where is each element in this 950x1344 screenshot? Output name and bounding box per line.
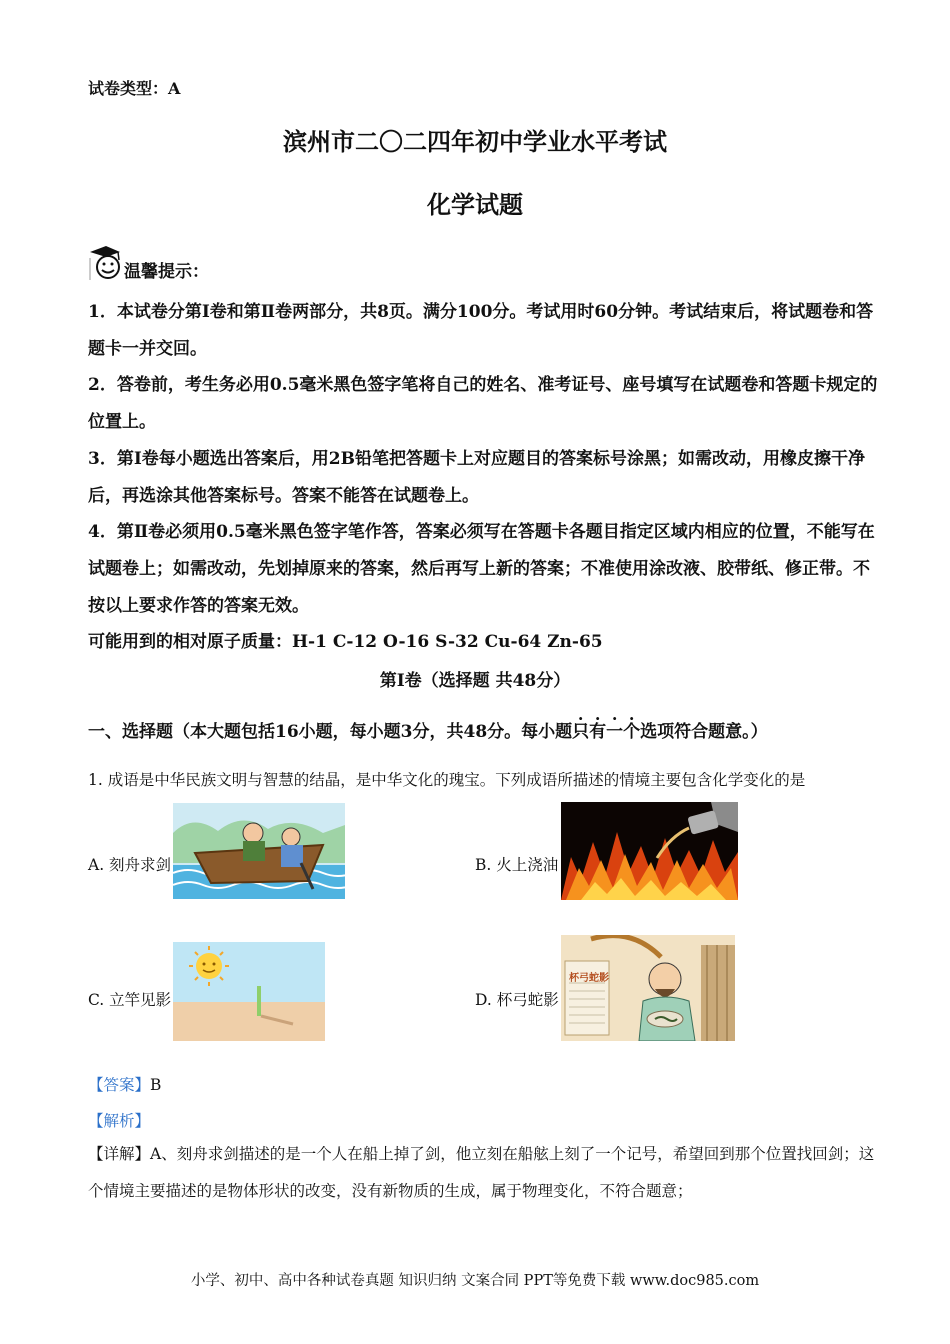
emphasis-char: 只 bbox=[572, 722, 590, 742]
exam-title: 滨州市二〇二四年初中学业水平考试 bbox=[283, 127, 667, 156]
emphasis-char: 有 bbox=[589, 722, 607, 742]
smiley-graduate-icon bbox=[86, 244, 124, 282]
tip-item-2: 2．答卷前，考生务必用0.5毫米黑色签字笔将自己的姓名、准考证号、座号填写在试题卷和答题卡规定的位置上。 bbox=[88, 375, 878, 432]
exam-subtitle: 化学试题 bbox=[427, 190, 523, 219]
paper-type-label: 试卷类型：A bbox=[88, 79, 181, 98]
choice-section-heading bbox=[88, 717, 768, 742]
tip-item-1: 1．本试卷分第Ⅰ卷和第Ⅱ卷两部分，共8页。满分100分。考试用时60分钟。考试结束后，将试题卷和答题卡一并交回。 bbox=[88, 302, 874, 359]
cup-bow-snake-illustration bbox=[561, 935, 735, 1041]
answer-line bbox=[88, 1073, 161, 1095]
choice-heading-before: 一、选择题（本大题包括16小题，每小题3分，共48分。每小题 bbox=[88, 722, 573, 742]
illustration-caption: 杯弓蛇影 bbox=[569, 973, 609, 984]
option-b-label: B. 火上浇油 bbox=[475, 856, 559, 874]
tip-item-3: 3．第Ⅰ卷每小题选出答案后，用2B铅笔把答题卡上对应题目的答案标号涂黑；如需改动，用橡皮擦干净后，再选涂其他答案标号。答案不能答在试题卷上。 bbox=[88, 449, 865, 506]
atomic-masses: 可能用到的相对原子质量：H-1 C-12 O-16 S-32 Cu-64 Zn-65 bbox=[88, 632, 603, 652]
tips-heading: 温馨提示： bbox=[124, 262, 209, 282]
analysis-tag: 【解析】 bbox=[88, 1112, 151, 1130]
emphasis-char: 个 bbox=[623, 722, 641, 742]
tips-heading-row bbox=[86, 244, 209, 282]
boat-sword-illustration bbox=[173, 803, 345, 899]
emphasis-char: 一 bbox=[606, 722, 624, 742]
fire-oil-illustration bbox=[561, 802, 738, 900]
page-footer: 小学、初中、高中各种试卷真题 知识归纳 文案合同 PPT等免费下载 www.doc985.com bbox=[190, 1273, 760, 1289]
analysis-line bbox=[88, 1109, 150, 1131]
question-1-stem: 1. 成语是中华民族文明与智慧的结晶，是中华文化的瑰宝。下列成语所描述的情境主要包含化学变化的是 bbox=[88, 771, 806, 789]
option-a-label: A. 刻舟求剑 bbox=[88, 856, 172, 874]
option-c-label: C. 立竿见影 bbox=[88, 991, 172, 1009]
answer-tag: 【答案】 bbox=[88, 1076, 151, 1094]
choice-heading-after: 选项符合题意。） bbox=[640, 722, 768, 742]
pole-shadow-illustration bbox=[173, 942, 325, 1041]
detail-explanation: 【详解】A、刻舟求剑描述的是一个人在船上掉了剑，他立刻在船舷上刻了一个记号，希望回到那个位置找回剑；这个情境主要描述的是物体形状的改变，没有新物质的生成，属于物理变化，不符合题意； bbox=[88, 1145, 875, 1200]
option-d-label: D. 杯弓蛇影 bbox=[475, 991, 559, 1009]
tip-item-4: 4．第Ⅱ卷必须用0.5毫米黑色签字笔作答，答案必须写在答题卡各题目指定区域内相应的位置，不能写在试题卷上；如需改动，先划掉原来的答案，然后再写上新的答案；不准使用涂改液、胶带纸、修正带。不按以上要求作答的答案无效。 bbox=[88, 522, 875, 616]
section-title: 第Ⅰ卷（选择题 共48分） bbox=[379, 671, 571, 691]
answer-value: B bbox=[150, 1076, 162, 1094]
